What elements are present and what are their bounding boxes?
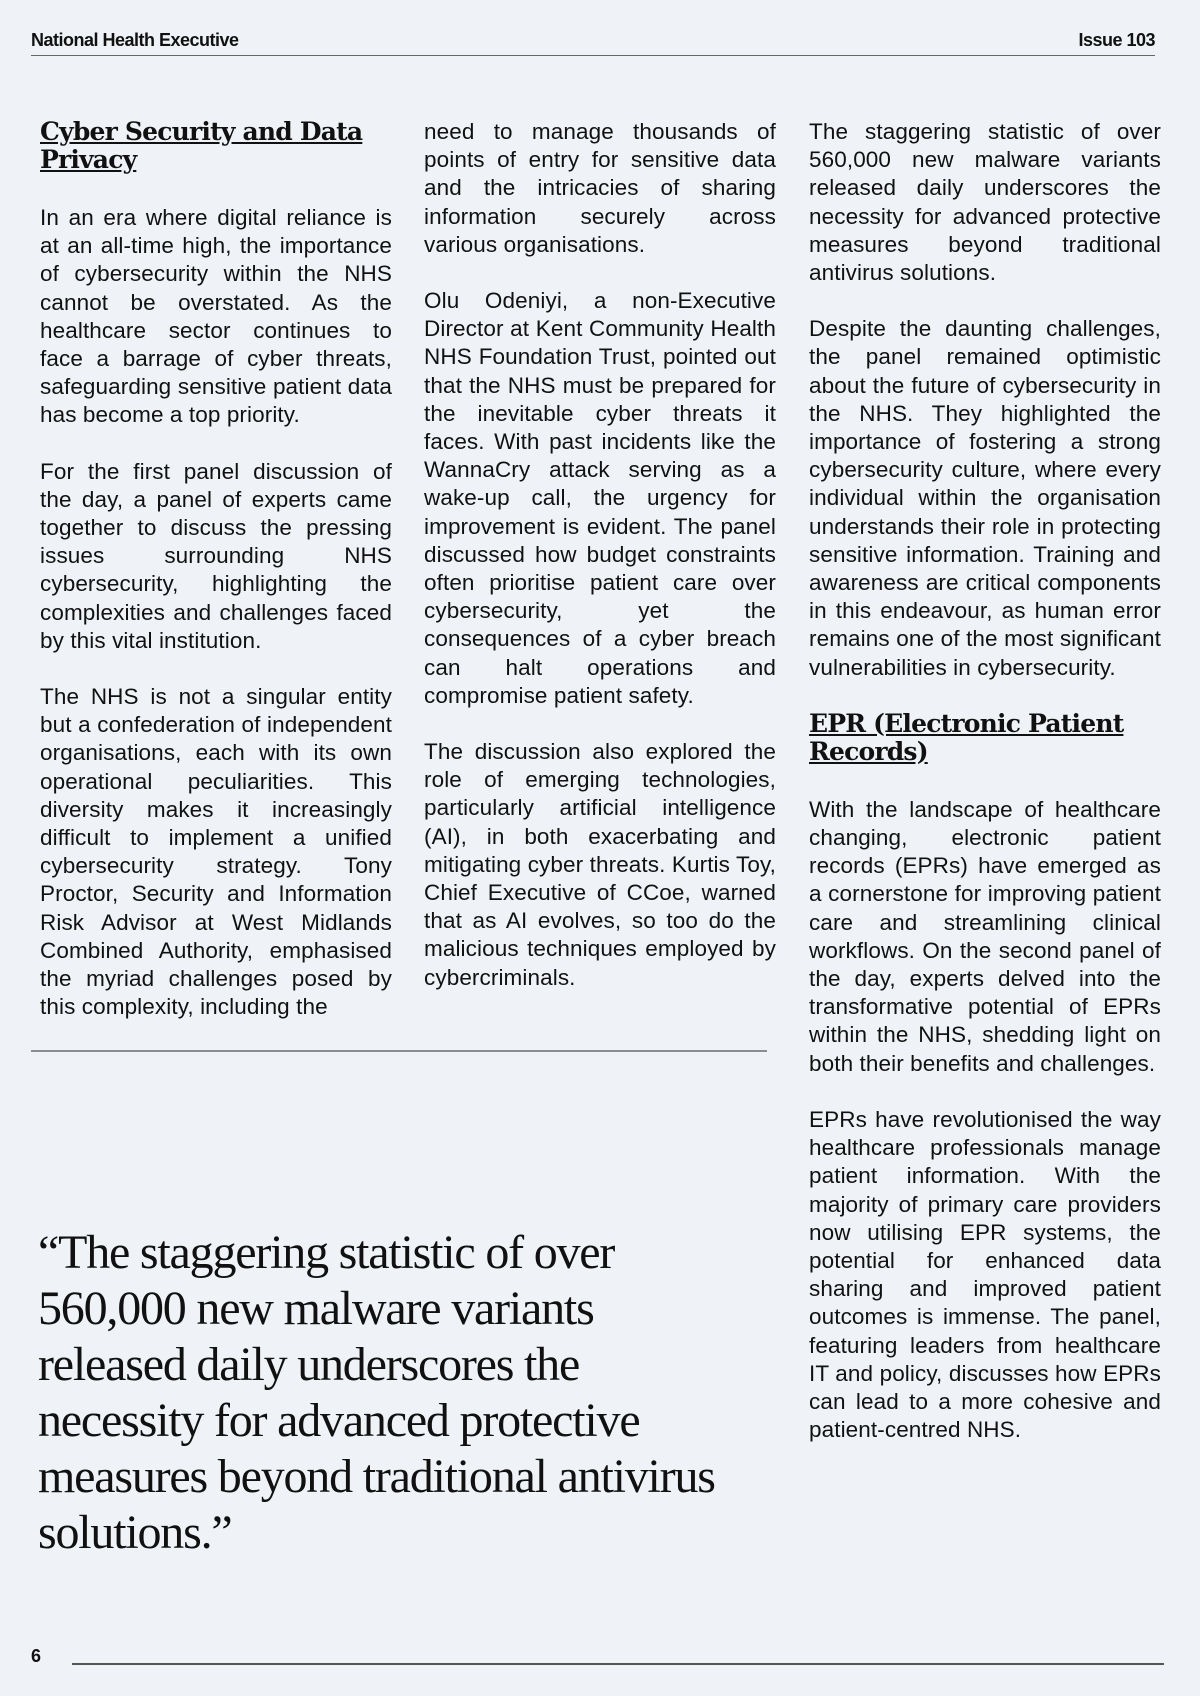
section-heading-cyber-security: Cyber Security and Data Privacy	[40, 117, 363, 174]
paragraph: EPRs have revolutionised the way healthcare professionals manage patient information. With the majority of primary care providers now utilising EPR systems, the potential for enhanced data sharing and improved patient outcomes is immense. The panel, featuring leaders from healthcare IT and policy, discusses how EPRs can lead to a more cohesive and patient-centred NHS.	[809, 1106, 1161, 1443]
paragraph: Olu Odeniyi, a non-Executive Director at Kent Community Health NHS Foundation Trust, pointed out that the NHS must be prepared for the inevitable cyber threats it faces. With past incidents like the WannaCry attack serving as a wake-up call, the urgency for improvement is evident. The panel discussed how budget constraints often prioritise patient care over cybersecurity, yet the consequences of a cyber breach can halt operations and compromise patient safety.	[424, 288, 776, 708]
paragraph: With the landscape of healthcare changing, electronic patient records (EPRs) have emerged as a cornerstone for improving patient care and streamlining clinical workflows. On the second panel of the day, experts delved into the transformative potential of EPRs within the NHS, shedding light on both their benefits and challenges.	[809, 796, 1161, 1076]
article-column-2	[424, 118, 776, 1020]
paragraph: Despite the daunting challenges, the panel remained optimistic about the future of cybersecurity in the NHS. They highlighted the importance of fostering a strong cybersecurity culture, where every individual within the organisation understands their role in protecting sensitive information. Training and awareness are critical components in this endeavour, as human error remains one of the most significant vulnerabilities in cybersecurity.	[809, 316, 1161, 680]
footer-divider	[72, 1663, 1164, 1665]
section-divider	[31, 1050, 767, 1052]
page-number: 6	[31, 1646, 42, 1666]
paragraph: The staggering statistic of over 560,000 new malware variants released daily underscores the necessity for advanced protective measures beyond traditional antivirus solutions.	[809, 119, 1161, 286]
paragraph: need to manage thousands of points of entry for sensitive data and the intricacies of sharing information securely across various organisations.	[424, 119, 776, 257]
issue-number: Issue 103	[1078, 30, 1155, 50]
article-column-3	[809, 118, 1161, 1472]
paragraph: The NHS is not a singular entity but a confederation of independent organisations, each with its own operational peculiarities. This diversity makes it increasingly difficult to implement a unified cybersecurity strategy. Tony Proctor, Security and Information Risk Advisor at West Midlands Combined Authority, emphasised the myriad challenges posed by this complexity, including the	[40, 684, 392, 1020]
section-heading-epr: EPR (Electronic Patient Records)	[809, 708, 1124, 766]
header-divider	[31, 55, 1155, 56]
publication-title: National Health Executive	[31, 30, 239, 50]
paragraph: For the first panel discussion of the day, a panel of experts came together to discuss the pressing issues surrounding NHS cybersecurity, highlighting the complexities and challenges faced by this vital institution.	[40, 458, 392, 653]
paragraph: The discussion also explored the role of emerging technologies, particularly artificial intelligence (AI), in both exacerbating and mitigating cyber threats. Kurtis Toy, Chief Executive of CCoe, warned that as AI evolves, so too do the malicious techniques employed by cybercriminals.	[424, 739, 776, 990]
article-column-1	[40, 118, 392, 1049]
pull-quote: “The staggering statistic of over 560,000 new malware variants released daily underscores the necessity for advanced protective measures beyond traditional antivirus solutions.”	[38, 1226, 715, 1559]
paragraph: In an era where digital reliance is at an all-time high, the importance of cybersecurity within the NHS cannot be overstated. As the healthcare sector continues to face a barrage of cyber threats, safeguarding sensitive patient data has become a top priority.	[40, 205, 392, 428]
